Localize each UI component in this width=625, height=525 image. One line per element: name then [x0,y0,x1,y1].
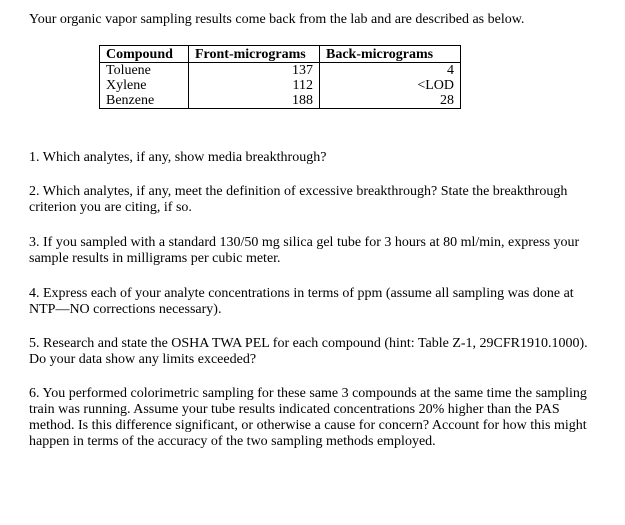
cell-compound: Toluene [100,63,189,79]
cell-back: 4 [320,63,461,79]
table-row [100,93,461,109]
header-front: Front-micrograms [189,46,320,63]
question-1: 1. Which analytes, if any, show media breakthrough? [29,150,327,165]
table-header-row [100,46,461,63]
cell-compound: Benzene [100,93,189,109]
question-3: 3. If you sampled with a standard 130/50 mg silica gel tube for 3 hours at 80 ml/min, express your sample results in milligrams per cubic meter. [29,235,580,266]
question-4: 4. Express each of your analyte concentrations in terms of ppm (assume all sampling was done at NTP—NO corrections necessary). [29,286,574,317]
header-compound: Compound [100,46,189,63]
header-back: Back-micrograms [320,46,461,63]
table-row [100,78,461,93]
intro-text: Your organic vapor sampling results come back from the lab and are described as below. [29,12,525,27]
table-row [100,63,461,79]
question-2: 2. Which analytes, if any, meet the definition of excessive breakthrough? State the breakthrough criterion you are citing, if so. [29,184,568,215]
cell-back: <LOD [320,78,461,93]
question-6: 6. You performed colorimetric sampling for these same 3 compounds at the same time the sampling train was running. Assume your tube results indicated concentrations 20% higher than the PAS method. Is this difference significant, or otherwise a cause for concern? Account for how this might happen in terms of the accuracy of the two sampling methods employed. [29,386,587,449]
cell-back: 28 [320,93,461,109]
cell-front: 188 [189,93,320,109]
question-5: 5. Research and state the OSHA TWA PEL for each compound (hint: Table Z-1, 29CFR1910.1000). Do your data show any limits exceeded? [29,336,588,367]
cell-front: 112 [189,78,320,93]
results-table [99,45,461,109]
cell-compound: Xylene [100,78,189,93]
cell-front: 137 [189,63,320,79]
